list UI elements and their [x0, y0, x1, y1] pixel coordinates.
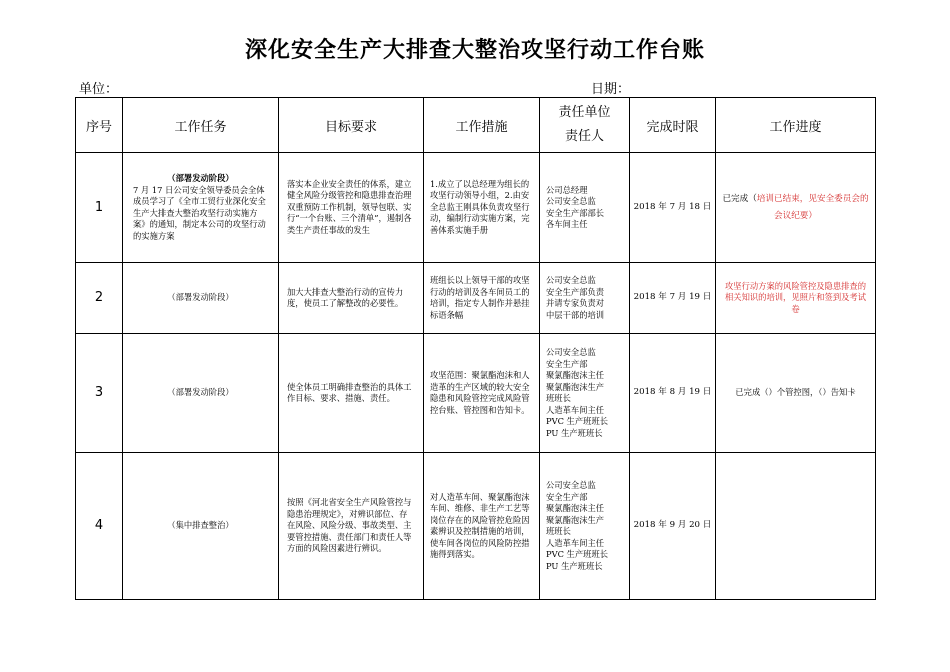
row-responsible: 公司安全总监 安全生产部负责 并请专家负责对 中层干部的培训 — [540, 263, 630, 334]
unit-label: 单位： — [79, 82, 119, 97]
table-row — [76, 263, 876, 334]
table-row — [76, 453, 876, 600]
row-stage: （部署发动阶段） — [167, 173, 234, 183]
row-task — [123, 153, 279, 263]
col-header-seq: 序号 — [76, 98, 123, 153]
table-row — [76, 153, 876, 263]
row-task: （部署发动阶段） — [123, 334, 279, 453]
row-measures: 班组长以上领导干部的攻坚行动的培训及各车间员工的培训，指定专人制作并悬挂标语条幅 — [424, 263, 540, 334]
row-task: （集中排查整治） — [123, 453, 279, 600]
date-label: 日期： — [591, 82, 631, 97]
work-ledger-table — [75, 97, 876, 600]
page-title: 深化安全生产大排查大整治攻坚行动工作台账 — [244, 38, 705, 63]
col-header-task: 工作任务 — [123, 98, 279, 153]
row-responsible: 公司总经理 公司安全总监 安全生产部部长 各车间主任 — [540, 153, 630, 263]
col-header-responsible-line2: 责任人 — [564, 129, 604, 144]
row-responsible: 公司安全总监 安全生产部 聚氯酯泡沫主任 聚氯酯泡沫生产 班班长 人造革车间主任 PVC 生产班班长 PU 生产班班长 — [540, 334, 630, 453]
col-header-deadline: 完成时限 — [630, 98, 716, 153]
row-responsible: 公司安全总监 安全生产部 聚氯酯泡沫主任 聚氯酯泡沫生产 班班长 人造革车间主任 PVC 生产班班长 PU 生产班班长 — [540, 453, 630, 600]
row-progress — [716, 153, 876, 263]
row-progress-note: 攻坚行动方案的风险管控及隐患排查的相关知识的培训，见照片和签到及考试卷 — [716, 263, 876, 334]
row-progress-prefix: 已完成（ — [722, 193, 757, 204]
row-goal: 加大大排查大整治行动的宣传力度，使员工了解整改的必要性。 — [279, 263, 424, 334]
row-deadline: 2018 年 7 月 18 日 — [630, 153, 716, 263]
col-header-goal: 目标要求 — [279, 98, 424, 153]
table-row — [76, 334, 876, 453]
row-task-text: 7 月 17 日公司安全领导委员会全体成员学习了《全市工贸行业深化安全生产大排查大整治攻坚行动实施方案》的通知，制定本公司的攻坚行动的实施方案 — [133, 184, 266, 241]
row-seq: 4 — [76, 453, 123, 600]
row-deadline: 2018 年 8 月 19 日 — [630, 334, 716, 453]
col-header-measures: 工作措施 — [424, 98, 540, 153]
row-deadline: 2018 年 9 月 20 日 — [630, 453, 716, 600]
row-progress-prefix: 已完成（）个管控图，（）告知卡 — [716, 334, 876, 453]
row-measures: 攻坚范围：聚氯酯泡沫和人造革的生产区域的较大安全隐患和风险管控完成风险管控台账、管控图和告知卡。 — [424, 334, 540, 453]
row-progress-note: 培训已结束，见安全委员会的会议纪要） — [756, 193, 869, 221]
row-measures: 对人造革车间、聚氯酯泡沫车间、维修、非生产工艺等岗位存在的风险管控危险因素辨识及控制措施的培训，使车间各岗位的风险防控措施得到落实。 — [424, 453, 540, 600]
row-seq: 1 — [76, 153, 123, 263]
col-header-responsible — [540, 98, 630, 153]
header-row — [76, 98, 876, 153]
row-deadline: 2018 年 7 月 19 日 — [630, 263, 716, 334]
row-goal: 按照《河北省安全生产风险管控与隐患治理规定》，对辨识部位、存在风险、风险分级、事故类型、主要管控措施、责任部门和责任人等方面的风险因素进行辨识。 — [279, 453, 424, 600]
row-task: （部署发动阶段） — [123, 263, 279, 334]
row-goal: 落实本企业安全责任的体系，建立健全风险分级管控和隐患排查治理双重预防工作机制，领导包联、实行“一个台账、三个清单”，遏制各类生产责任事故的发生 — [279, 153, 424, 263]
row-measures: 1.成立了以总经理为组长的攻坚行动领导小组，2.由安全总监王刚具体负责攻坚行动，编制行动实施方案，完善体系实施手册 — [424, 153, 540, 263]
row-progress — [716, 453, 876, 600]
row-seq: 3 — [76, 334, 123, 453]
row-goal: 使全体员工明确排查整治的具体工作目标、要求、措施、责任。 — [279, 334, 424, 453]
col-header-progress: 工作进度 — [716, 98, 876, 153]
row-seq: 2 — [76, 263, 123, 334]
col-header-responsible-line1: 责任单位 — [558, 105, 611, 120]
